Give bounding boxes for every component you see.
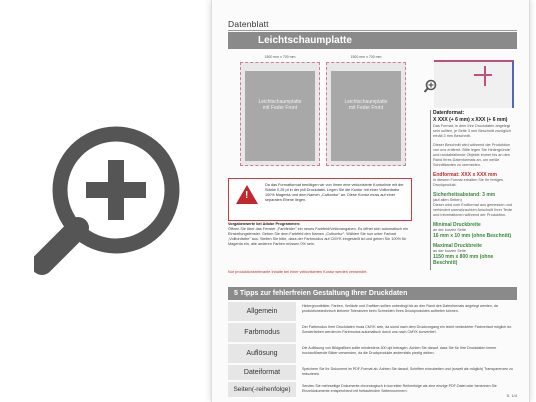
format-heading: Datenformat: (433, 110, 465, 116)
safety-text: Dieser wird vom Endformat aus gemessen und verhindert unerwünschten Anschnitt Ihrer Texte und Informationen während der Produktion. (433, 203, 513, 217)
min-width-value: 16 mm x 10 mm (ohne Beschnitt) (433, 233, 512, 239)
adobe-instructions (228, 222, 410, 247)
product-title: Leichtschaumplatte (228, 32, 517, 49)
endformat-text: In diesem Format erhalten Sie Ihr fertiges Druckprodukt. (433, 178, 503, 187)
min-width-heading: Minimal Druckbreite (433, 222, 481, 228)
tip-text: Senden Sie mehrseitige Dokumente chronologisch in korrekter Reihenfolge als eine einzige PDF-Datei oder benennen Sie Einzeldokumente entsprechend mit fortlaufenden Seitennummern. (302, 384, 497, 393)
instructions-heading: Vorgabenwerte bei Adobe Programmen: (228, 222, 301, 226)
format-sidebar (433, 110, 514, 266)
tip-label: Farbmodus (228, 323, 296, 342)
tip-text: Speichern Sie Ihr Dokument im PDF-Format ab. Achten Sie darauf, Schriften einzubetten und (soweit als möglich) Transparenzen zu reduzieren. (302, 367, 513, 376)
tip-text: Hintergrundbilder, Farben, Verläufe und Grafiken sollten unbedingt bis an den Rand des Datenformats angelegt werden, da produktionstechnisch kleinere Toleranzen beim Schneiden Ihres Druckproduktes auftreten können. (302, 304, 498, 313)
max-width-sub: an der kurzen Seite (433, 249, 466, 253)
endformat-heading: Endformat: XXX x XXX mm (433, 172, 497, 178)
thumb-dim-top: 1500 mm x 700 mm (264, 55, 296, 59)
thumb-dim-top: 1500 mm x 700 mm (350, 55, 382, 59)
datasheet-page (211, 0, 530, 402)
tip-label: Seiten(-reihenfolge) (228, 382, 296, 397)
zoom-in-icon[interactable] (34, 108, 194, 308)
production-note: Nur produktionsrelevante Inhalte bei einer vektorisierten Kontur werden verwendet. (228, 270, 368, 274)
tip-row (228, 365, 517, 380)
safety-sub: (auf allen Seiten) (433, 198, 462, 202)
format-text-2: Dieser Beschnitt wird während der Produktion von uns entfernt. Bitte legen Sie Hintergründe und randabfallende Objekte immer bis an den Rand Ihres Datenformats an, um weiße Schnittkanten zu vermeiden. (433, 143, 511, 167)
min-width-sub: an der kurzen Seite (433, 228, 466, 232)
tip-label: Auflösung (228, 344, 296, 363)
instructions-text: Öffnen Sie über das Fenster „Farbfelder" ein neues Farbfeld/Vektorangaben. Es öffnet sich automatisch ein Einstellungsfenster. Geben Sie dem Farbfeld den Namen „Cutkontur". Wählen Sie nun unter Farbart „Volltonfarbe" aus. Stellen Sie bitte, dass der Farbmodus auf CMYK eingestellt ist und geben Sie 100% für Magenta ein, alle anderen Farben müssen 0% sein. (228, 227, 409, 246)
format-text: Das Format, in dem Ihre Druckdaten angelegt sein sollten, je Seite 3 mm Beschnitt zuzüglich erhält 3 mm Beschnitt. (433, 124, 511, 138)
safety-heading: Sicherheitsabstand: 3 mm (433, 192, 496, 198)
warning-icon: ! (236, 185, 258, 204)
max-width-value: 1150 mm x 800 mm (ohne Beschnitt) (433, 254, 494, 266)
max-width-heading: Maximal Druckbreite (433, 243, 482, 249)
tip-text: Der Farbmodus Ihrer Druckdaten muss CMYK sein, da sonst nach dem Druckvorgang ein leicht veränderter Farbverlauf möglich ist. Sonderfarben werden im Farbmodus automatisch durch uns nach CMYK konvertiert. (302, 325, 512, 334)
warning-text: Da das Formatformat benötigen wir von Ihnen eine vektorisierte Konturlinie mit der Stärke 0,25 pt in der pdf-Druckdatei. Legen Sie die Kontur mit einer Volltonfarbe 100% Magenta und dem Namen „Cutkontur" an. Diese Kontur muss auf einer separaten Ebene liegen. (265, 183, 404, 202)
tip-row (228, 344, 517, 363)
doc-header: Datenblatt (228, 19, 269, 29)
tip-label: Dateiformat (228, 365, 296, 380)
front-thumbnail (240, 55, 320, 166)
cutcontour-warning (228, 178, 412, 221)
tip-row (228, 382, 517, 397)
header-rule (228, 30, 517, 31)
thumb-label: Leichtschaumplatte mit Feder Front (344, 99, 388, 111)
thumb-label: Leichtschaumplatte mit Feder Front (258, 99, 302, 111)
back-thumbnail (326, 55, 406, 166)
tips-heading: 5 Tipps zur fehlerfreien Gestaltung Ihrer Druckdaten (228, 287, 517, 300)
tip-row (228, 302, 517, 321)
format-value: X XXX (+ 6 mm) x XXX (+ 6 mm) (433, 117, 508, 123)
page-number: S. 1/4 (506, 393, 517, 398)
tip-label: Allgemein (228, 302, 296, 321)
small-zoom-icon[interactable] (423, 78, 437, 96)
tip-text: Die Auflösung von Bildgrafiken sollte mindestens 300 dpi betragen. Achten Sie darauf, dass Sie für Ihre Druckdaten immer hochauflösende Bilder verwenden, da die Druckprodukte andernfalls pixelig wirken. (302, 346, 497, 355)
tip-row (228, 323, 517, 342)
cut-corner-diagram (434, 60, 514, 108)
